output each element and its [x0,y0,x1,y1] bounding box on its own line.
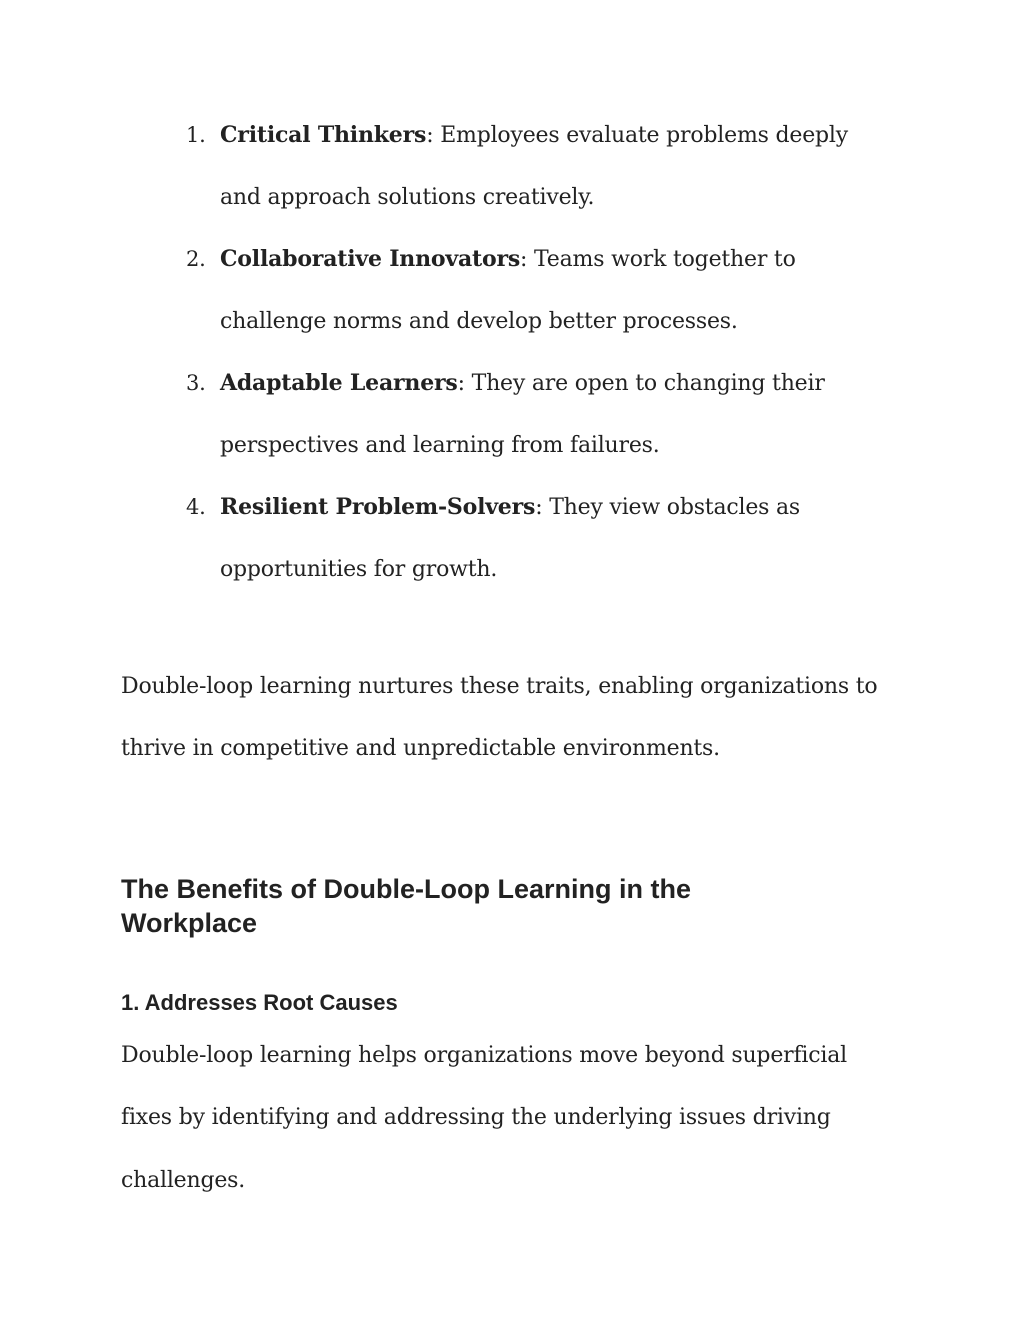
list-item-line: opportunities for growth. [220,557,498,582]
list-item-line [220,119,920,152]
list-item-term: Resilient Problem-Solvers [220,494,536,520]
list-item-text: : Employees evaluate problems deeply [426,123,848,148]
list-item-text: : They are open to changing their [457,371,825,396]
list-item-term: Critical Thinkers [220,122,427,148]
list-item [0,352,1024,476]
paragraph-line: challenges. [121,1168,246,1193]
list-item-line: challenge norms and develop better processes. [220,309,738,334]
list-item [0,228,1024,352]
section-heading [121,872,921,940]
paragraph-line: Double-loop learning nurtures these traits, enabling organizations to [121,674,878,699]
paragraph-line: fixes by identifying and addressing the underlying issues driving [121,1105,831,1130]
heading-line: Workplace [121,908,258,938]
list-item [0,476,1024,600]
list-item-term: Collaborative Innovators [220,246,521,272]
list-item-line: perspectives and learning from failures. [220,433,660,458]
heading-line: The Benefits of Double-Loop Learning in the [121,874,691,904]
list-number: 1. [186,123,206,147]
list-number: 2. [186,247,206,271]
subsection-heading: 1. Addresses Root Causes [121,990,398,1015]
numbered-list [0,104,1024,600]
paragraph-line: Double-loop learning helps organizations move beyond superficial [121,1043,847,1068]
list-item-line [220,491,920,524]
list-item-text: : They view obstacles as [535,495,801,520]
list-number: 3. [186,371,206,395]
paragraph-line: thrive in competitive and unpredictable environments. [121,736,720,761]
list-item-term: Adaptable Learners [220,370,458,396]
list-number: 4. [186,495,206,519]
list-item-text: : Teams work together to [520,247,796,272]
list-item [0,104,1024,228]
list-item-line [220,243,920,276]
list-item-line [220,367,920,400]
list-item-line: and approach solutions creatively. [220,185,595,210]
